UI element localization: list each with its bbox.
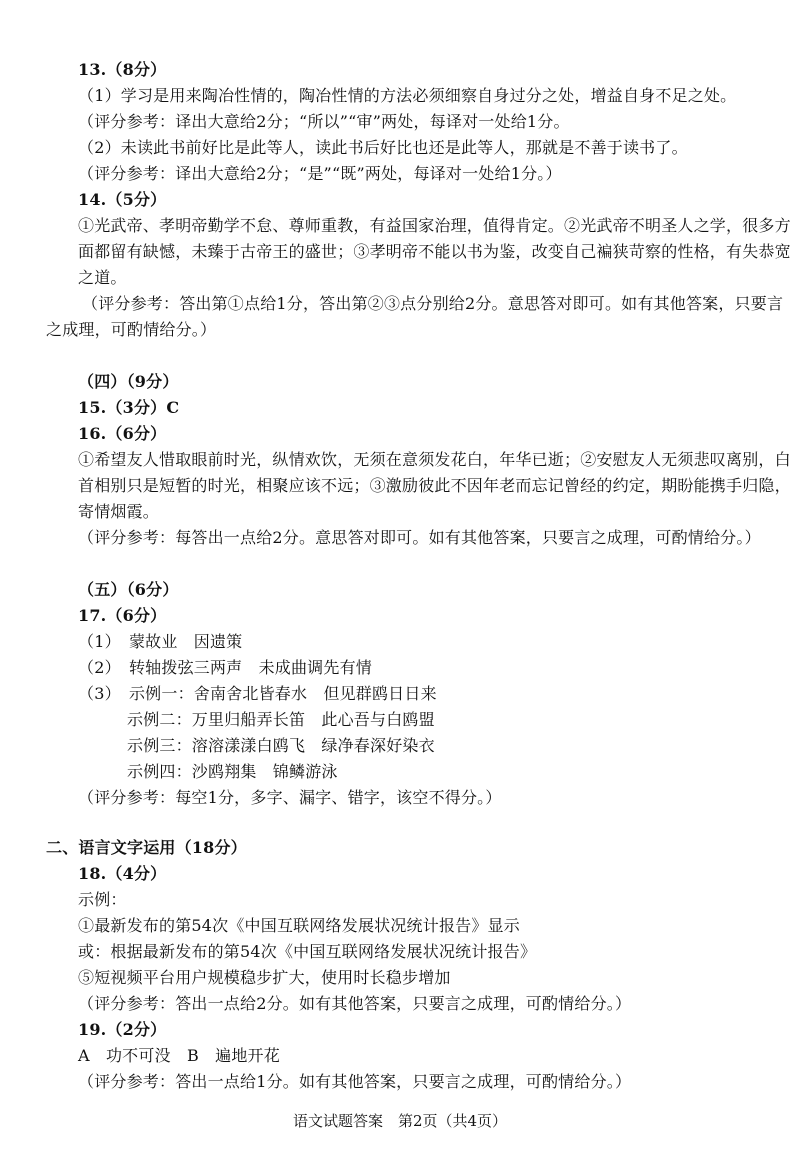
q19-heading: 19.（2分） — [78, 1020, 167, 1039]
q14-answer-line-3: 之道。 — [78, 268, 127, 287]
page-footer: 语文试题答案 第2页（共4页） — [292, 1112, 508, 1130]
q18-heading: 18.（4分） — [78, 864, 167, 883]
q18-scoring: （评分参考：答出一点给2分。如有其他答案，只要言之成理，可酌情给分。） — [78, 994, 632, 1013]
q15-answer: 15.（3分）C — [78, 398, 180, 417]
q17-example-4: 示例四：沙鸥翔集 锦鳞游泳 — [127, 762, 338, 781]
section-4-heading: （四）（9分） — [78, 372, 179, 391]
q17-item-1: （1） 蒙故业 因遗策 — [78, 632, 243, 651]
section-5-heading: （五）（6分） — [78, 580, 179, 599]
q13-heading: 13.（8分） — [78, 60, 167, 79]
q16-scoring: （评分参考：每答出一点给2分。意思答对即可。如有其他答案，只要言之成理，可酌情给分。） — [78, 528, 761, 547]
q18-answer-alt: 或：根据最新发布的第54次《中国互联网络发展状况统计报告》 — [78, 942, 537, 961]
q17-scoring: （评分参考：每空1分，多字、漏字、错字，该空不得分。） — [78, 788, 502, 807]
q17-example-2: 示例二：万里归船弄长笛 此心吾与白鸥盟 — [127, 710, 435, 729]
q17-item-2: （2） 转轴拨弦三两声 未成曲调先有情 — [78, 658, 372, 677]
q14-heading: 14.（5分） — [78, 190, 167, 209]
q14-answer-line-1: ①光武帝、孝明帝勤学不怠、尊师重教，有益国家治理，值得肯定。②光武帝不明圣人之学，很多方 — [78, 216, 791, 235]
q13-answer-1: （1）学习是用来陶冶性情的，陶冶性情的方法必须细察自身过分之处，增益自身不足之处。 — [78, 86, 737, 105]
q18-example-label: 示例： — [78, 890, 127, 909]
part-2-heading: 二、语言文字运用（18分） — [46, 838, 247, 857]
q14-answer-line-2: 面都留有缺憾，未臻于古帝王的盛世；③孝明帝不能以书为鉴，改变自己褊狭苛察的性格，有失恭宽 — [78, 242, 791, 261]
q16-heading: 16.（6分） — [78, 424, 167, 443]
q17-item-3-example-1: （3） 示例一：舍南舍北皆春水 但见群鸥日日来 — [78, 684, 437, 703]
q18-answer-5: ⑤短视频平台用户规模稳步扩大，使用时长稳步增加 — [78, 968, 451, 987]
q14-scoring-line-1: （评分参考：答出第①点给1分，答出第②③点分别给2分。意思答对即可。如有其他答案，只要言 — [82, 294, 784, 313]
q17-heading: 17.（6分） — [78, 606, 167, 625]
q13-answer-2: （2）未读此书前好比是此等人，读此书后好比也还是此等人，那就是不善于读书了。 — [78, 138, 688, 157]
q17-example-3: 示例三：溶溶漾漾白鸥飞 绿净春深好染衣 — [127, 736, 435, 755]
q13-scoring-2: （评分参考：译出大意给2分；“是”“既”两处，每译对一处给1分。） — [78, 164, 562, 183]
q19-scoring: （评分参考：答出一点给1分。如有其他答案，只要言之成理，可酌情给分。） — [78, 1072, 632, 1091]
q13-scoring-1: （评分参考：译出大意给2分；“所以”“审”两处，每译对一处给1分。 — [78, 112, 570, 131]
q16-answer-line-2: 首相别只是短暂的时光，相聚应该不远；③激励彼此不因年老而忘记曾经的约定，期盼能携手归隐， — [78, 476, 791, 495]
q19-answer: A 功不可没 B 遍地开花 — [78, 1046, 280, 1065]
q14-scoring-line-2: 之成理，可酌情给分。） — [46, 320, 217, 339]
q16-answer-line-3: 寄情烟霞。 — [78, 502, 160, 521]
q16-answer-line-1: ①希望友人惜取眼前时光，纵情欢饮，无须在意须发花白，年华已逝；②安慰友人无须悲叹离别，白 — [78, 450, 791, 469]
q18-answer-1: ①最新发布的第54次《中国互联网络发展状况统计报告》显示 — [78, 916, 520, 935]
